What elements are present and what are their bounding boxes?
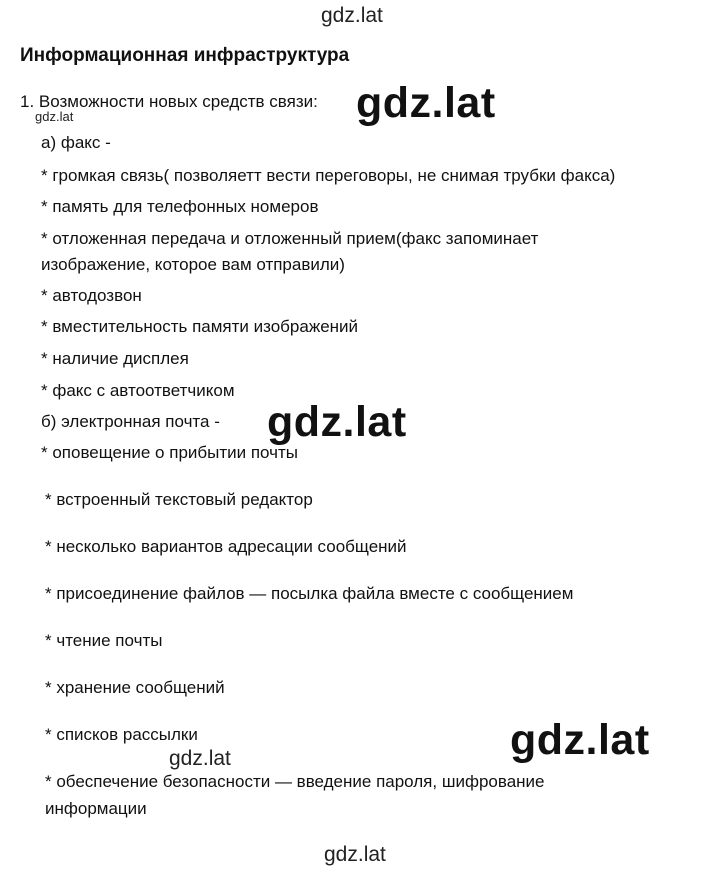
page-title: Информационная инфраструктура xyxy=(20,45,350,66)
email-item-continuation: информации xyxy=(45,799,147,818)
fax-item: * вместительность памяти изображений xyxy=(41,317,359,336)
watermark-small: gdz.lat xyxy=(169,747,231,770)
email-item: * хранение сообщений xyxy=(45,678,225,697)
email-item: * присоединение файлов — посылка файла вместе с сообщением xyxy=(45,584,574,603)
watermark-big: gdz.lat xyxy=(356,79,496,127)
watermark-tiny: gdz.lat xyxy=(35,109,74,124)
email-item: * чтение почты xyxy=(45,631,163,650)
email-item: * обеспечение безопасности — введение пароля, шифрование xyxy=(45,772,545,791)
fax-item: * громкая связь( позволяетт вести переговоры, не снимая трубки факса) xyxy=(41,166,616,185)
watermark-big: gdz.lat xyxy=(267,398,407,446)
fax-item: * память для телефонных номеров xyxy=(41,197,319,216)
email-item: * списков рассылки xyxy=(45,725,198,744)
watermark-big: gdz.lat xyxy=(510,716,650,764)
fax-item: * автодозвон xyxy=(41,286,142,305)
email-item: * встроенный текстовый редактор xyxy=(45,490,313,509)
question-heading: 1. Возможности новых средств связи: xyxy=(20,92,318,111)
fax-item: * наличие дисплея xyxy=(41,349,189,368)
fax-item-continuation: изображение, которое вам отправили) xyxy=(41,255,345,274)
section-a-label: а) факс - xyxy=(41,133,111,152)
email-item: * оповещение о прибытии почты xyxy=(41,443,299,462)
fax-item: * отложенная передача и отложенный прием(факс запоминает xyxy=(41,229,539,248)
section-b-label: б) электронная почта - xyxy=(41,412,220,431)
watermark-bottom: gdz.lat xyxy=(324,843,386,866)
fax-item: * факс с автоответчиком xyxy=(41,381,235,400)
watermark-top: gdz.lat xyxy=(321,4,383,27)
email-item: * несколько вариантов адресации сообщений xyxy=(45,537,407,556)
